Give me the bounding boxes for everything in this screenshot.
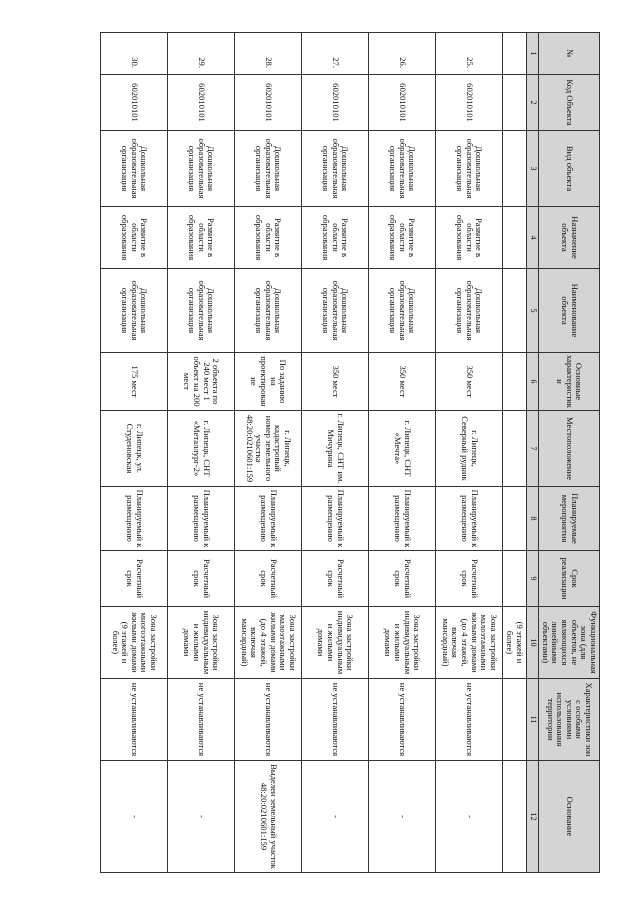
object-kind-cell: Дошкольная образовательная организация	[302, 131, 369, 207]
column-number: 6	[527, 353, 539, 411]
row-number-cell: 26.	[369, 33, 436, 75]
table-row	[369, 33, 436, 873]
planned-measures-cell: Планируемый к размещению	[235, 487, 302, 551]
object-location-cell: г. Липецк, СНТ «Мечта»	[369, 411, 436, 487]
object-name-cell: Дошкольная образовательная организация	[168, 269, 235, 353]
column-number: 4	[527, 207, 539, 269]
functional-zone-cell: Зона застройки индивидуальными жилыми домами	[168, 607, 235, 679]
object-purpose-cell: Развитие в области образования	[369, 207, 436, 269]
table-row	[168, 33, 235, 873]
object-name-cell: Дошкольная образовательная организация	[302, 269, 369, 353]
header-location: Местоположение	[539, 411, 600, 487]
zouit-characteristics-cell: не устанавливаются	[302, 679, 369, 761]
object-location-cell: г. Липецк, СНТ «Металлург-2»	[168, 411, 235, 487]
object-location-cell: г. Липецк, Северный рудник	[435, 411, 502, 487]
object-name-cell: Дошкольная образовательная организация	[235, 269, 302, 353]
basis-cell: -	[302, 761, 369, 873]
object-characteristics-cell: 350 мест	[369, 353, 436, 411]
object-kind-cell: Дошкольная образовательная организация	[235, 131, 302, 207]
object-location-cell: г. Липецк, ул. Студеновская	[101, 411, 168, 487]
column-number: 11	[527, 679, 539, 761]
basis-cell: -	[101, 761, 168, 873]
implementation-term-cell: Расчетный срок	[101, 551, 168, 607]
objects-table	[100, 32, 600, 873]
column-number: 1	[527, 33, 539, 75]
column-number: 9	[527, 551, 539, 607]
object-characteristics-cell: По заданию на проектирование	[235, 353, 302, 411]
column-number: 2	[527, 75, 539, 131]
object-characteristics-cell: 350 мест	[302, 353, 369, 411]
object-purpose-cell: Развитие в области образования	[235, 207, 302, 269]
object-purpose-cell: Развитие в области образования	[435, 207, 502, 269]
implementation-term-cell: Расчетный срок	[435, 551, 502, 607]
header-purpose: Назначение объекта	[539, 207, 600, 269]
planned-measures-cell: Планируемый к размещению	[435, 487, 502, 551]
functional-zone-cell: Зона застройки малоэтажными жилыми домами (до 4 этажей, включая мансардный)	[435, 607, 502, 679]
table-row	[235, 33, 302, 873]
continuation-row	[502, 33, 526, 873]
zouit-characteristics-cell: не устанавливаются	[101, 679, 168, 761]
header-code: Код Объекта	[539, 75, 600, 131]
column-number: 5	[527, 269, 539, 353]
implementation-term-cell: Расчетный срок	[369, 551, 436, 607]
basis-cell: -	[435, 761, 502, 873]
planned-measures-cell: Планируемый к размещению	[369, 487, 436, 551]
implementation-term-cell: Расчетный срок	[168, 551, 235, 607]
continuation-zone-cell: (9 этажей и более)	[502, 607, 526, 679]
header-row	[539, 33, 600, 873]
planned-measures-cell: Планируемый к размещению	[101, 487, 168, 551]
header-term: Срок реализации	[539, 551, 600, 607]
planned-measures-cell: Планируемый к размещению	[302, 487, 369, 551]
functional-zone-cell: Зона застройки индивидуальными жилыми домами	[302, 607, 369, 679]
column-number: 7	[527, 411, 539, 487]
object-code-cell: 602010101	[435, 75, 502, 131]
row-number-cell: 29.	[168, 33, 235, 75]
zouit-characteristics-cell: не устанавливаются	[168, 679, 235, 761]
planned-measures-cell: Планируемый к размещению	[168, 487, 235, 551]
header-zouit: Характеристики зон с особыми условиями использования территории	[539, 679, 600, 761]
header-basis: Основание	[539, 761, 600, 873]
implementation-term-cell: Расчетный срок	[302, 551, 369, 607]
table-row	[302, 33, 369, 873]
object-code-cell: 602010101	[369, 75, 436, 131]
zouit-characteristics-cell: не устанавливаются	[369, 679, 436, 761]
object-kind-cell: Дошкольная образовательная организация	[101, 131, 168, 207]
row-number-cell: 30.	[101, 33, 168, 75]
object-code-cell: 602010101	[101, 75, 168, 131]
object-characteristics-cell: 175 мест	[101, 353, 168, 411]
object-code-cell: 602010101	[302, 75, 369, 131]
object-name-cell: Дошкольная образовательная организация	[101, 269, 168, 353]
basis-cell: -	[369, 761, 436, 873]
zouit-characteristics-cell: не устанавливаются	[435, 679, 502, 761]
object-characteristics-cell: 2 объекта по 240 мест 1 объект на 200 мест	[168, 353, 235, 411]
object-kind-cell: Дошкольная образовательная организация	[369, 131, 436, 207]
column-number-row	[527, 33, 539, 873]
zouit-characteristics-cell: не устанавливаются	[235, 679, 302, 761]
header-name: Наименование объекта	[539, 269, 600, 353]
header-kind: Вид объекта	[539, 131, 600, 207]
functional-zone-cell: Зона застройки малоэтажными жилыми домами (до 4 этажей, включая мансардный)	[235, 607, 302, 679]
table-row	[101, 33, 168, 873]
functional-zone-cell: Зона застройки многоэтажными жилыми домами (9 этажей и более)	[101, 607, 168, 679]
row-number-cell: 27.	[302, 33, 369, 75]
object-location-cell: г. Липецк, СНТ им. Мичурина	[302, 411, 369, 487]
object-purpose-cell: Развитие в области образования	[101, 207, 168, 269]
header-characteristics: Основные характеристики	[539, 353, 600, 411]
object-purpose-cell: Развитие в области образования	[302, 207, 369, 269]
column-number: 12	[527, 761, 539, 873]
header-zone: Функциональная зона (для объектов, не являющихся линейными объектами)	[539, 607, 600, 679]
basis-cell: -	[168, 761, 235, 873]
object-code-cell: 602010101	[235, 75, 302, 131]
object-code-cell: 602010101	[168, 75, 235, 131]
rotated-table-wrapper	[100, 32, 600, 872]
header-measures: Планируемые мероприятия	[539, 487, 600, 551]
header-number: №	[539, 33, 600, 75]
row-number-cell: 25.	[435, 33, 502, 75]
object-name-cell: Дошкольная образовательная организация	[369, 269, 436, 353]
object-characteristics-cell: 350 мест	[435, 353, 502, 411]
object-location-cell: г. Липецк, кадастровый номер земельного участка 48:20:0210601:159	[235, 411, 302, 487]
object-purpose-cell: Развитие в области образования	[168, 207, 235, 269]
functional-zone-cell: Зона застройки индивидуальными жилыми домами	[369, 607, 436, 679]
basis-cell: Выделен земельный участок 48:20:0210601:159	[235, 761, 302, 873]
implementation-term-cell: Расчетный срок	[235, 551, 302, 607]
object-kind-cell: Дошкольная образовательная организация	[435, 131, 502, 207]
column-number: 3	[527, 131, 539, 207]
column-number: 8	[527, 487, 539, 551]
row-number-cell: 28.	[235, 33, 302, 75]
object-kind-cell: Дошкольная образовательная организация	[168, 131, 235, 207]
object-name-cell: Дошкольная образовательная организация	[435, 269, 502, 353]
table-row	[435, 33, 502, 873]
column-number: 10	[527, 607, 539, 679]
